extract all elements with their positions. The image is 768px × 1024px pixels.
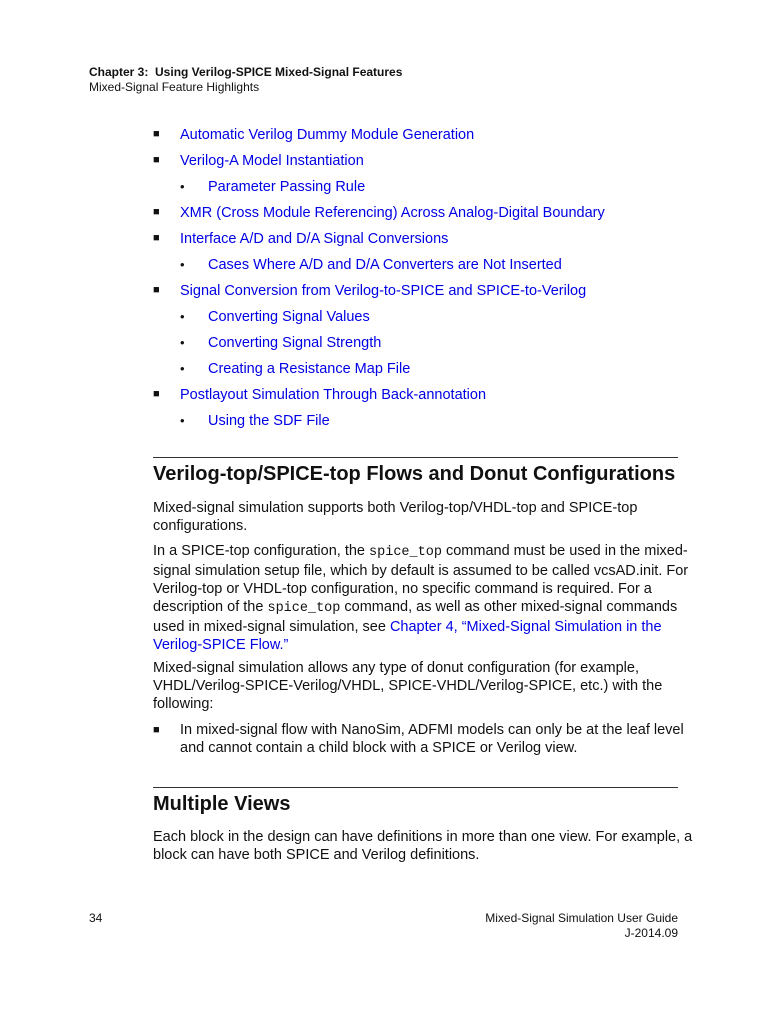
dot-bullet-icon: • [180,413,185,428]
list-item [153,252,693,278]
list-item [153,304,693,330]
list-item [153,174,693,200]
square-bullet-icon: ■ [153,206,160,218]
list-item [153,330,693,356]
topic-link[interactable]: Signal Conversion from Verilog-to-SPICE and SPICE-to-Verilog [180,283,587,299]
topic-link[interactable]: Converting Signal Values [208,309,370,325]
topic-link[interactable]: Postlayout Simulation Through Back-annotation [180,387,487,403]
square-bullet-icon: ■ [153,232,160,244]
dot-bullet-icon: • [180,257,185,272]
dot-bullet-icon: • [180,309,185,324]
chapter-number: Chapter 3: [89,65,149,79]
paragraph-multiple-views: Each block in the design can have definitions in more than one view. For example, a block can have both SPICE and Verilog definitions. [153,829,693,863]
list-item [153,148,693,174]
bullet-text: In mixed-signal flow with NanoSim, ADFMI models can only be at the leaf level and cannot contain a child block with a SPICE or Verilog view. [180,722,684,756]
section-heading-flows: Verilog-top/SPICE-top Flows and Donut Configurations [153,463,676,485]
topic-link[interactable]: Interface A/D and D/A Signal Conversions [180,231,449,247]
chapter-name: Using Verilog-SPICE Mixed-Signal Features [155,65,403,79]
square-bullet-icon: ■ [153,724,160,736]
bullet-item [153,721,693,757]
topic-link-list [153,122,693,434]
paragraph-text: In a SPICE-top configuration, the [153,543,370,559]
dot-bullet-icon: • [180,361,185,376]
chapter-4-link[interactable]: Chapter 4, “Mixed-Signal Simulation in the Verilog-SPICE Flow.” [153,619,662,653]
section-divider [153,457,678,458]
topic-link[interactable]: Creating a Resistance Map File [208,361,411,377]
topic-link[interactable]: Cases Where A/D and D/A Converters are Not Inserted [208,257,562,273]
list-item [153,122,693,148]
list-item [153,382,693,408]
square-bullet-icon: ■ [153,284,160,296]
square-bullet-icon: ■ [153,388,160,400]
dot-bullet-icon: • [180,179,185,194]
page-number: 34 [89,911,103,925]
paragraph-donut: Mixed-signal simulation allows any type of donut configuration (for example, VHDL/Verilog-SPICE-Verilog/VHDL, SPICE-VHDL/Verilog-SPICE, etc.) with the following: [153,660,663,712]
list-item [153,408,693,434]
list-item [153,278,693,304]
topic-link[interactable]: Verilog-A Model Instantiation [180,153,364,169]
guide-title: Mixed-Signal Simulation User Guide [485,911,678,925]
square-bullet-icon: ■ [153,154,160,166]
code-spice-top: spice_top [369,545,442,560]
chapter-title [89,65,402,80]
paragraph-configurations: Mixed-signal simulation supports both Verilog-top/VHDL-top and SPICE-top configurations. [153,500,638,534]
paragraph-text: command, as well as other mixed-signal commands used in mixed-signal simulation, see [153,599,678,635]
footer-guide [485,911,678,941]
topic-link[interactable]: Using the SDF File [208,413,330,429]
topic-link[interactable]: XMR (Cross Module Referencing) Across Analog-Digital Boundary [180,205,605,221]
list-item [153,200,693,226]
section-divider [153,787,678,788]
paragraph-text: command must be used in the mixed-signal simulation setup file, which by default is assumed to be called vcsAD.init. For Verilog-top or VHDL-top configuration, no specific command is required. For a description of the [153,543,689,615]
list-item [153,356,693,382]
running-header [89,65,402,95]
square-bullet-icon: ■ [153,128,160,140]
code-spice-top: spice_top [267,601,341,616]
paragraph-spice-top [153,542,693,654]
topic-link[interactable]: Automatic Verilog Dummy Module Generation [180,127,475,143]
topic-link[interactable]: Converting Signal Strength [208,335,382,351]
section-heading-multiple-views: Multiple Views [153,793,291,815]
dot-bullet-icon: • [180,335,185,350]
guide-version: J-2014.09 [624,926,678,940]
topic-link[interactable]: Parameter Passing Rule [208,179,366,195]
list-item [153,226,693,252]
section-title: Mixed-Signal Feature Highlights [89,80,260,94]
